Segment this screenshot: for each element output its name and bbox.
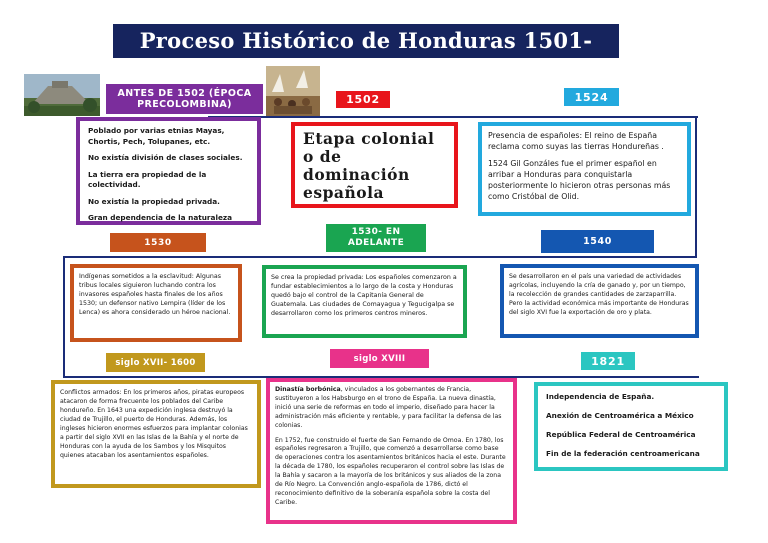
label-1530: 1530	[110, 233, 206, 252]
maya-ruins-image	[24, 74, 100, 116]
box-1530-adelante	[262, 265, 467, 338]
etapa-colonial-text: Etapa colonial o de dominación española	[303, 129, 435, 202]
siglo-xviii-paragraph-2: En 1752, fue construido el fuerte de San Fernando de Omoa. En 1780, los españoles regresaron a Trujillo, que comenzó a desarrollarse como base de operaciones contra los asentamientos británicos hacia el este. Durante la década de 1780, los españoles recuperaron el control sobre las Islas de la Bahía y sacaron a la mayoría de los británicos y sus aliados de la zona de Río Negro. La Convención anglo-española de 1786, dictó el reconocimiento definitivo de la soberanía española sobre la costa del Caribe.	[275, 436, 506, 506]
siglo-xvii-text: Conflictos armados: En los primeros años, piratas europeos atacaron de forma frecuente los poblados del Caribe hondureño. En 1643 una expedición inglesa destruyó la ciudad de Trujillo, el puerto de Honduras. Además, los ingleses hicieron enormes esfuerzos para implantar colonias a partir del siglo XVII en las Islas de la Bahía y el norte de Honduras con la ayuda de los Sambos y los Misquitos quienes atacaban los asentamientos españoles.	[60, 389, 248, 459]
timeline-left-line	[63, 256, 65, 378]
y1821-item: Independencia de España.	[546, 392, 655, 401]
y1821-item: Anexión de Centroamérica a México	[546, 411, 694, 420]
timeline-middle-line	[63, 256, 697, 258]
label-1502: 1502	[336, 91, 390, 108]
page-title: Proceso Histórico de Honduras 1501-1821	[113, 24, 619, 58]
box-1821	[534, 382, 728, 471]
y1530-adelante-text: Se crea la propiedad privada: Los españoles comenzaron a fundar establecimientos a lo largo de la costa y Honduras quedó bajo el control de la Capitanía General de Guatemala. Las ciudades de Comayagua y Tegucigalpa se desarrollaron como los primeros centros mineros.	[271, 274, 457, 317]
precolombina-item: Gran dependencia de la naturaleza	[88, 213, 233, 222]
y1530-text: Indígenas sometidos a la esclavitud: Algunas tribus locales siguieron luchando contra los invasores españoles hasta finales de los años 1530; un defensor nativo Lempira (líder de los Lenca) es ahora considerado un héroe nacional.	[79, 273, 231, 316]
box-etapa-colonial	[291, 122, 458, 208]
box-1530	[70, 264, 242, 342]
timeline-right-line	[695, 116, 697, 258]
label-1821: 1821	[581, 352, 635, 370]
y1821-item: Fin de la federación centroamericana	[546, 449, 700, 458]
box-siglo-xviii	[266, 378, 517, 524]
precolombina-item: No existía la propiedad privada.	[88, 196, 220, 206]
precolombina-item: La tierra era propiedad de la colectividad.	[88, 169, 207, 189]
siglo-xviii-paragraph-1	[275, 386, 508, 431]
colonial-painting-image	[266, 66, 320, 118]
label-1530-adelante: 1530- EN ADELANTE	[326, 224, 426, 252]
timeline-top-line	[208, 116, 698, 118]
box-1524	[478, 122, 691, 216]
y1821-item: República Federal de Centroamérica	[546, 430, 696, 439]
siglo-xviii-text: , vinculados a los gobernantes de Francia, sustituyeron a los Habsburgo en el trono de España. La nueva dinastía, inició una serie de reformas en todo el imperio, diseñado para hacer la administración más eficiente y rentable, y para facilitar la defensa de las colonias.	[275, 386, 502, 429]
box-siglo-xvii	[51, 380, 261, 488]
precolombina-item: Poblado por varias etnias Mayas, Chortis, Pech, Tolupanes, etc.	[88, 126, 225, 146]
y1524-paragraph: Presencia de españoles: El reino de España reclama como suyas las tierras Hondureñas .	[488, 131, 664, 151]
box-precolombina	[76, 117, 261, 225]
label-1540: 1540	[541, 230, 654, 253]
label-antes-1502: ANTES DE 1502 (ÉPOCA PRECOLOMBINA)	[106, 84, 263, 114]
y1524-paragraph: 1524 Gil Gonzáles fue el primer español en arribar a Honduras para conquistarla posteriormente lo hicieron otras personas más como Cristóbal de Olid.	[488, 159, 671, 201]
box-1540	[500, 264, 699, 338]
siglo-xviii-bold: Dinastía borbónica	[275, 386, 341, 393]
label-siglo-xviii: siglo XVIII	[330, 349, 429, 368]
precolombina-item: No existía división de clases sociales.	[88, 153, 243, 162]
label-1524: 1524	[564, 88, 619, 106]
label-siglo-xvii: siglo XVII- 1600	[106, 353, 205, 372]
y1540-text: Se desarrollaron en el país una variedad de actividades agrícolas, incluyendo la cría de ganado y, por un tiempo, la recolección de grandes cantidades de zarzaparrilla. Pero la actividad económica más importante de Honduras del siglo XVI fue la exportación de oro y plata.	[509, 273, 689, 316]
